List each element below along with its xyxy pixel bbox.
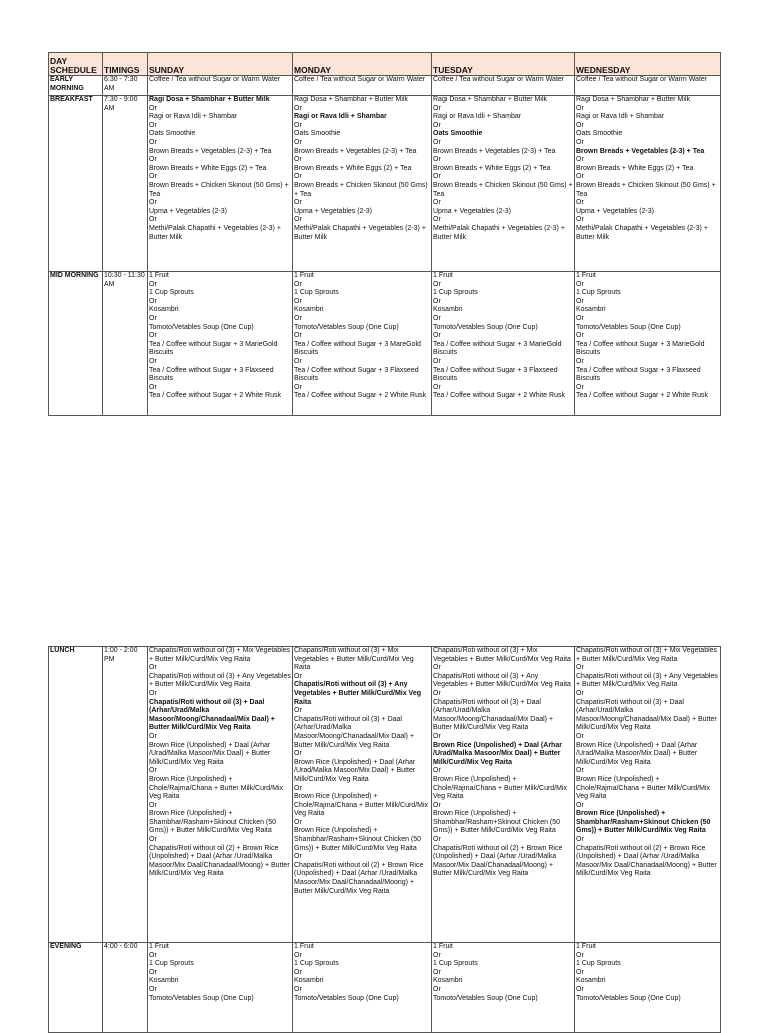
meal-option-line: Or [149, 951, 157, 959]
meal-option-line: Or [149, 689, 157, 697]
diet-schedule-table-bottom [48, 646, 721, 1033]
meal-option-line: Or [433, 216, 441, 224]
meal-option-line: Tea / Coffee without Sugar + 3 MareGold Biscuits [294, 340, 421, 357]
meal-option-line: Or [576, 332, 584, 340]
header-tuesday: TUESDAY [432, 53, 575, 76]
meal-option-line: Chapatis/Roti without oil (3) + Mix Vegetables + Butter Milk/Curd/Mix Veg Raita [433, 647, 571, 663]
meal-option-line: Or [576, 173, 584, 181]
meal-option-line: Tea / Coffee without Sugar + 3 Flaxseed Biscuits [149, 366, 274, 383]
meal-option-line: Or [576, 968, 584, 976]
meal-option-line: Or [433, 104, 441, 112]
row-time: 6:30 - 7:30 AM [103, 76, 148, 96]
meal-option-line: Or [576, 985, 584, 993]
meal-option-line: Or [294, 297, 302, 305]
meal-option-line: 1 Cup Sprouts [576, 289, 621, 297]
meal-option-line: Or [149, 836, 157, 844]
meal-option-line: Ragi Dosa + Shambhar + Butter Milk [294, 96, 408, 103]
meal-cell [575, 96, 721, 272]
meal-option-line: Or [576, 280, 584, 288]
meal-option-line: Or [149, 280, 157, 288]
meal-option-line: Methi/Palak Chapathi + Vegetables (2-3) + Butter Milk [294, 224, 426, 241]
meal-option-line: Kosambri [576, 306, 606, 314]
header-wednesday: WEDNESDAY [575, 53, 721, 76]
meal-option-line: Kosambri [149, 977, 179, 985]
meal-option-line: Kosambri [149, 306, 179, 314]
meal-option-line: Or [433, 836, 441, 844]
meal-option-line: Or [149, 801, 157, 809]
meal-option-line: Or [433, 951, 441, 959]
meal-option-line: Or [576, 199, 584, 207]
meal-option-line: Ragi Dosa + Shambhar + Butter Milk [576, 96, 690, 103]
meal-option-line: Tomoto/Vetables Soup (One Cup) [149, 323, 254, 331]
meal-option-line: Tomoto/Vetables Soup (One Cup) [294, 994, 399, 1002]
meal-cell [293, 76, 432, 96]
meal-option-line: Or [149, 767, 157, 775]
meal-option-line: Or [149, 968, 157, 976]
meal-option-line: Kosambri [433, 977, 463, 985]
meal-option-line: Or [294, 280, 302, 288]
meal-option-line: Upma + Vegetables (2-3) [576, 207, 655, 215]
meal-option-line: Or [294, 818, 302, 826]
meal-option-line: Methi/Palak Chapathi + Vegetables (2-3) + Butter Milk [433, 224, 565, 241]
meal-option-line: Or [149, 216, 157, 224]
meal-option-line: Or [294, 173, 302, 181]
meal-option-line: Or [576, 138, 584, 146]
meal-cell [575, 76, 721, 96]
meal-option-line: Kosambri [294, 306, 324, 314]
meal-option-line: Chapatis/Roti without oil (3) + Any Vegetables + Butter Milk/Curd/Mix Veg Raita [433, 672, 571, 689]
meal-option-line: Chapatis/Roti without oil (3) + Any Vegetables + Butter Milk/Curd/Mix Veg Raita [576, 672, 718, 689]
meal-option-line: Or [294, 216, 302, 224]
meal-option-line: 1 Fruit [294, 272, 314, 279]
meal-option-line: Brown Rice (Unpolished) + Daal (Arhar /Urad/Malka Masoor/Mix Daal) + Butter Milk/Curd/Mix Veg Raita [149, 741, 271, 766]
meal-option-line: Ragi Dosa + Shambhar + Butter Milk [149, 96, 270, 103]
meal-option-line: Or [294, 121, 302, 129]
meal-option-line: Upma + Vegetables (2-3) [149, 207, 228, 215]
meal-cell [432, 76, 575, 96]
header-day-schedule: DAY SCHEDULE [49, 53, 103, 76]
meal-cell [148, 943, 293, 1033]
meal-option-line: 1 Fruit [149, 943, 169, 950]
meal-option-line: Tea / Coffee without Sugar + 2 White Rusk [576, 392, 708, 400]
row-label: MID MORNING [49, 272, 103, 416]
meal-option-line: Brown Breads + Chicken Skinout (50 Gms) + Tea [294, 181, 428, 198]
meal-cell [148, 647, 293, 943]
meal-option-line: Or [149, 664, 157, 672]
meal-option-line: Or [294, 383, 302, 391]
meal-option-line: Or [294, 853, 302, 861]
meal-option-line: Or [576, 664, 584, 672]
meal-option-line: Or [433, 138, 441, 146]
meal-option-line: Oats Smoothie [149, 130, 196, 138]
meal-option-line: Or [433, 801, 441, 809]
meal-cell [432, 943, 575, 1033]
meal-option-line: Tea / Coffee without Sugar + 3 Flaxseed Biscuits [294, 366, 419, 383]
meal-option-line: Chapatis/Roti without oil (3) + Any Vegetables + Butter Milk/Curd/Mix Veg Raita [149, 672, 291, 689]
meal-option-line: 1 Cup Sprouts [433, 289, 478, 297]
meal-option-line: 1 Cup Sprouts [294, 289, 339, 297]
meal-option-line: Or [294, 985, 302, 993]
meal-option-line: Or [433, 173, 441, 181]
meal-option-line: Brown Rice (Unpolished) + Daal (Arhar /Urad/Malka Masoor/Mix Daal) + Butter Milk/Curd/Mix Veg Raita [576, 741, 698, 766]
meal-option-line: Or [433, 689, 441, 697]
meal-option-line: Tea / Coffee without Sugar + 3 Flaxseed Biscuits [576, 366, 701, 383]
meal-option-line: Ragi or Rava Idli + Shambar [576, 113, 665, 121]
meal-option-line: 1 Cup Sprouts [576, 960, 621, 968]
row-label: LUNCH [49, 647, 103, 943]
meal-option-line: Brown Rice (Unpolished) + Shambhar/Rasham+Skinout Chicken (50 Gms)) + Butter Milk/Curd/Mix Veg Raita [294, 827, 422, 852]
meal-option-line: Or [149, 314, 157, 322]
meal-option-line: Tea / Coffee without Sugar + 3 MarieGold Biscuits [576, 340, 705, 357]
meal-option-line: Or [149, 199, 157, 207]
meal-option-line: Brown Breads + Vegetables (2-3) + Tea [576, 147, 705, 155]
meal-option-line: Or [576, 297, 584, 305]
meal-option-line: Brown Rice (Unpolished) + Chole/Rajma/Chana + Butter Milk/Curd/Mix Veg Raita [433, 775, 568, 801]
meal-option-line: Or [149, 985, 157, 993]
meal-option-line: Tomoto/Vetables Soup (One Cup) [294, 323, 399, 331]
meal-option-line: Tea / Coffee without Sugar + 2 White Rusk [433, 392, 565, 400]
meal-cell [293, 96, 432, 272]
header-sunday: SUNDAY [148, 53, 293, 76]
meal-option-line: Or [294, 199, 302, 207]
row-label: EVENING [49, 943, 103, 1033]
meal-option-line: Or [294, 707, 302, 715]
meal-option-line: Chapatis/Roti without oil (3) + Daal (Arhar/Urad/Malka Masoor/Moong/Chanadaal/Mix Daal) + Butter Milk/Curd/Mix Veg Raita [576, 698, 717, 732]
meal-option-line: Or [149, 156, 157, 164]
meal-option-line: Brown Breads + White Eggs (2) + Tea [294, 164, 412, 172]
meal-option-line: Or [433, 280, 441, 288]
meal-option-line: Or [576, 801, 584, 809]
meal-option-line: Or [294, 156, 302, 164]
meal-option-line: Chapatis/Roti without oil (2) + Brown Rice (Unpolished) + Daal (Arhar /Urad/Malka Masoor/Mix Daal/Chanadaal/Moong) + Butter Milk/Curd/Mix Veg Raita [294, 861, 424, 895]
meal-option-line: Or [149, 138, 157, 146]
meal-option-line: Brown Breads + Vegetables (2-3) + Tea [294, 147, 417, 155]
meal-option-line: Ragi or Rava Idli + Shambar [294, 113, 387, 121]
meal-cell [293, 943, 432, 1033]
table-row-mid-morning [49, 272, 721, 416]
meal-option-line: Or [433, 297, 441, 305]
meal-option-line: Or [149, 383, 157, 391]
meal-option-line: Or [433, 732, 441, 740]
meal-option-line: Chapatis/Roti without oil (3) + Mix Vegetables + Butter Milk/Curd/Mix Veg Raita [149, 647, 291, 663]
meal-option-line: Or [294, 314, 302, 322]
meal-option-line: Brown Breads + Chicken Skinout (50 Gms) + Tea [576, 181, 716, 198]
meal-option-line: Ragi Dosa + Shambhar + Butter Milk [433, 96, 547, 103]
meal-cell [575, 943, 721, 1033]
row-time: 1:00 - 2:00 PM [103, 647, 148, 943]
meal-option-line: Or [294, 672, 302, 680]
meal-cell [432, 96, 575, 272]
meal-option-line: Tomoto/Vetables Soup (One Cup) [576, 994, 681, 1002]
meal-option-line: Or [149, 332, 157, 340]
meal-option-line: Or [294, 332, 302, 340]
meal-option-line: Kosambri [576, 977, 606, 985]
meal-option-line: Tomoto/Vetables Soup (One Cup) [433, 994, 538, 1002]
meal-option-line: Chapatis/Roti without oil (3) + Mix Vegetables + Butter Milk/Curd/Mix Veg Raita [576, 647, 718, 663]
meal-cell [148, 272, 293, 416]
meal-cell [432, 647, 575, 943]
meal-option-line: Or [576, 732, 584, 740]
table-row-early-morning [49, 76, 721, 96]
meal-option-line: Tea / Coffee without Sugar + 2 White Rusk [149, 392, 281, 400]
meal-option-line: Coffee / Tea without Sugar or Warm Water [294, 76, 426, 83]
meal-option-line: Or [433, 332, 441, 340]
meal-option-line: 1 Fruit [576, 272, 596, 279]
meal-option-line: Brown Breads + White Eggs (2) + Tea [576, 164, 694, 172]
meal-cell [575, 647, 721, 943]
meal-option-line: Brown Breads + Vegetables (2-3) + Tea [149, 147, 272, 155]
meal-option-line: Brown Rice (Unpolished) + Daal (Arhar /Urad/Malka Masoor/Mix Daal) + Butter Milk/Curd/Mix Veg Raita [433, 741, 562, 766]
meal-option-line: Chapatis/Roti without oil (2) + Brown Rice (Unpolished) + Daal (Arhar /Urad/Malka Masoor/Mix Daal/Chanadaal/Moong) + Butter Milk/Curd/Mix Veg Raita [433, 844, 563, 878]
meal-option-line: Or [149, 297, 157, 305]
meal-option-line: Or [433, 767, 441, 775]
table-row-evening [49, 943, 721, 1033]
meal-option-line: Upma + Vegetables (2-3) [294, 207, 373, 215]
meal-option-line: Or [576, 836, 584, 844]
meal-option-line: Or [576, 314, 584, 322]
meal-option-line: Brown Rice (Unpolished) + Shambhar/Rasham+Skinout Chicken (50 Gms)) + Butter Milk/Curd/Mix Veg Raita [576, 810, 711, 835]
meal-option-line: Or [576, 767, 584, 775]
meal-option-line: Brown Breads + Chicken Skinout (50 Gms) + Tea [433, 181, 573, 198]
meal-option-line: Tomoto/Vetables Soup (One Cup) [149, 994, 254, 1002]
meal-option-line: Methi/Palak Chapathi + Vegetables (2-3) + Butter Milk [576, 224, 708, 241]
meal-option-line: Or [433, 121, 441, 129]
meal-option-line: Or [294, 968, 302, 976]
meal-option-line: Ragi or Rava Idli + Shambar [433, 113, 522, 121]
meal-option-line: 1 Cup Sprouts [433, 960, 478, 968]
meal-option-line: 1 Fruit [149, 272, 169, 279]
meal-option-line: Kosambri [294, 977, 324, 985]
meal-option-line: Brown Rice (Unpolished) + Chole/Rajma/Chana + Butter Milk/Curd/Mix Veg Raita [576, 775, 711, 801]
header-row [49, 53, 721, 76]
meal-option-line: Oats Smoothie [294, 130, 341, 138]
meal-cell [148, 96, 293, 272]
meal-option-line: Or [576, 689, 584, 697]
row-time: 4:00 - 6:00 [103, 943, 148, 1033]
meal-option-line: 1 Cup Sprouts [294, 960, 339, 968]
meal-cell [293, 272, 432, 416]
meal-option-line: Or [576, 383, 584, 391]
meal-option-line: Or [433, 985, 441, 993]
meal-option-line: Or [576, 104, 584, 112]
meal-option-line: Or [149, 173, 157, 181]
meal-option-line: Brown Rice (Unpolished) + Shambhar/Rasham+Skinout Chicken (50 Gms)) + Butter Milk/Curd/Mix Veg Raita [433, 810, 561, 835]
meal-option-line: Ragi or Rava Idli + Shambar [149, 113, 238, 121]
meal-option-line: Or [433, 314, 441, 322]
row-time: 7:30 - 9:00 AM [103, 96, 148, 272]
meal-option-line: Coffee / Tea without Sugar or Warm Water [149, 76, 281, 83]
meal-option-line: 1 Fruit [433, 943, 453, 950]
meal-cell [148, 76, 293, 96]
meal-option-line: Chapatis/Roti without oil (2) + Brown Rice (Unpolished) + Daal (Arhar /Urad/Malka Masoor/Mix Daal/Chanadaal/Moong) + Butter Milk/Curd/Mix Veg Raita [149, 844, 290, 878]
meal-option-line: Coffee / Tea without Sugar or Warm Water [576, 76, 708, 83]
meal-option-line: Tomoto/Vetables Soup (One Cup) [576, 323, 681, 331]
row-label: BREAKFAST [49, 96, 103, 272]
meal-option-line: Or [576, 357, 584, 365]
meal-option-line: Methi/Palak Chapathi + Vegetables (2-3) + Butter Milk [149, 224, 281, 241]
meal-option-line: 1 Cup Sprouts [149, 289, 194, 297]
meal-option-line: Brown Rice (Unpolished) + Daal (Arhar /Urad/Malka Masoor/Mix Daal) + Butter Milk/Curd/Mix Veg Raita [294, 758, 416, 783]
row-time: 10:30 - 11:30 AM [103, 272, 148, 416]
meal-option-line: Chapatis/Roti without oil (3) + Any Vegetables + Butter Milk/Curd/Mix Veg Raita [294, 681, 422, 706]
meal-option-line: Upma + Vegetables (2-3) [433, 207, 512, 215]
meal-option-line: Chapatis/Roti without oil (3) + Daal (Arhar/Urad/Malka Masoor/Moong/Chanadaal/Mix Daal) + Butter Milk/Curd/Mix Veg Raita [433, 698, 554, 732]
meal-option-line: Or [576, 951, 584, 959]
meal-option-line: Or [576, 156, 584, 164]
meal-option-line: Chapatis/Roti without oil (2) + Brown Rice (Unpolished) + Daal (Arhar /Urad/Malka Masoor/Mix Daal/Chanadaal/Moong) + Butter Milk/Curd/Mix Veg Raita [576, 844, 717, 878]
meal-option-line: Or [433, 383, 441, 391]
meal-option-line: Brown Rice (Unpolished) + Shambhar/Rasham+Skinout Chicken (50 Gms)) + Butter Milk/Curd/Mix Veg Raita [149, 810, 277, 835]
meal-option-line: Or [149, 732, 157, 740]
meal-option-line: Or [576, 216, 584, 224]
meal-option-line: Brown Breads + Vegetables (2-3) + Tea [433, 147, 556, 155]
meal-cell [293, 647, 432, 943]
table-row-lunch [49, 647, 721, 943]
meal-option-line: Tomoto/Vetables Soup (One Cup) [433, 323, 538, 331]
meal-option-line: Tea / Coffee without Sugar + 3 MarieGold Biscuits [149, 340, 278, 357]
meal-option-line: Or [294, 951, 302, 959]
meal-option-line: Chapatis/Roti without oil (3) + Daal (Arhar/Urad/Malka Masoor/Moong/Chanadaal/Mix Daal) + Butter Milk/Curd/Mix Veg Raita [149, 698, 275, 732]
meal-option-line: Brown Rice (Unpolished) + Chole/Rajma/Chana + Butter Milk/Curd/Mix Veg Raita [149, 775, 284, 801]
diet-schedule-table-top [48, 52, 721, 416]
meal-option-line: 1 Fruit [433, 272, 453, 279]
meal-option-line: Or [433, 968, 441, 976]
meal-option-line: Or [433, 357, 441, 365]
meal-option-line: Brown Breads + White Eggs (2) + Tea [433, 164, 551, 172]
meal-option-line: Tea / Coffee without Sugar + 3 MarieGold Biscuits [433, 340, 562, 357]
meal-option-line: Or [294, 784, 302, 792]
meal-option-line: Or [433, 156, 441, 164]
meal-option-line: Or [294, 750, 302, 758]
meal-option-line: Chapatis/Roti without oil (3) + Daal (Arhar/Urad/Malka Masoor/Moong/Chanadaal/Mix Daal) + Butter Milk/Curd/Mix Veg Raita [294, 715, 415, 749]
meal-option-line: Brown Breads + White Eggs (2) + Tea [149, 164, 267, 172]
meal-option-line: Chapatis/Roti without oil (3) + Mix Vegetables + Butter Milk/Curd/Mix Veg Raita [294, 647, 414, 672]
row-label: EARLY MORNING [49, 76, 103, 96]
meal-cell [432, 272, 575, 416]
meal-option-line: Or [433, 664, 441, 672]
meal-option-line: Brown Breads + Chicken Skinout (50 Gms) + Tea [149, 181, 289, 198]
meal-option-line: 1 Cup Sprouts [149, 960, 194, 968]
header-timings: TIMINGS [103, 53, 148, 76]
header-monday: MONDAY [293, 53, 432, 76]
table-row-breakfast [49, 96, 721, 272]
meal-option-line: 1 Fruit [576, 943, 596, 950]
meal-option-line: Or [149, 121, 157, 129]
meal-option-line: Or [576, 121, 584, 129]
meal-option-line: Kosambri [433, 306, 463, 314]
meal-option-line: Brown Rice (Unpolished) + Chole/Rajma/Chana + Butter Milk/Curd/Mix Veg Raita [294, 793, 429, 818]
meal-option-line: Or [433, 199, 441, 207]
meal-option-line: Tea / Coffee without Sugar + 3 Flaxseed Biscuits [433, 366, 558, 383]
meal-option-line: Coffee / Tea without Sugar or Warm Water [433, 76, 565, 83]
meal-option-line: 1 Fruit [294, 943, 314, 950]
meal-option-line: Or [149, 357, 157, 365]
meal-option-line: Oats Smoothie [433, 130, 483, 138]
meal-option-line: Oats Smoothie [576, 130, 623, 138]
meal-option-line: Or [294, 138, 302, 146]
meal-option-line: Tea / Coffee without Sugar + 2 White Rusk [294, 392, 426, 400]
meal-cell [575, 272, 721, 416]
meal-option-line: Or [149, 104, 157, 112]
meal-option-line: Or [294, 357, 302, 365]
meal-option-line: Or [294, 104, 302, 112]
